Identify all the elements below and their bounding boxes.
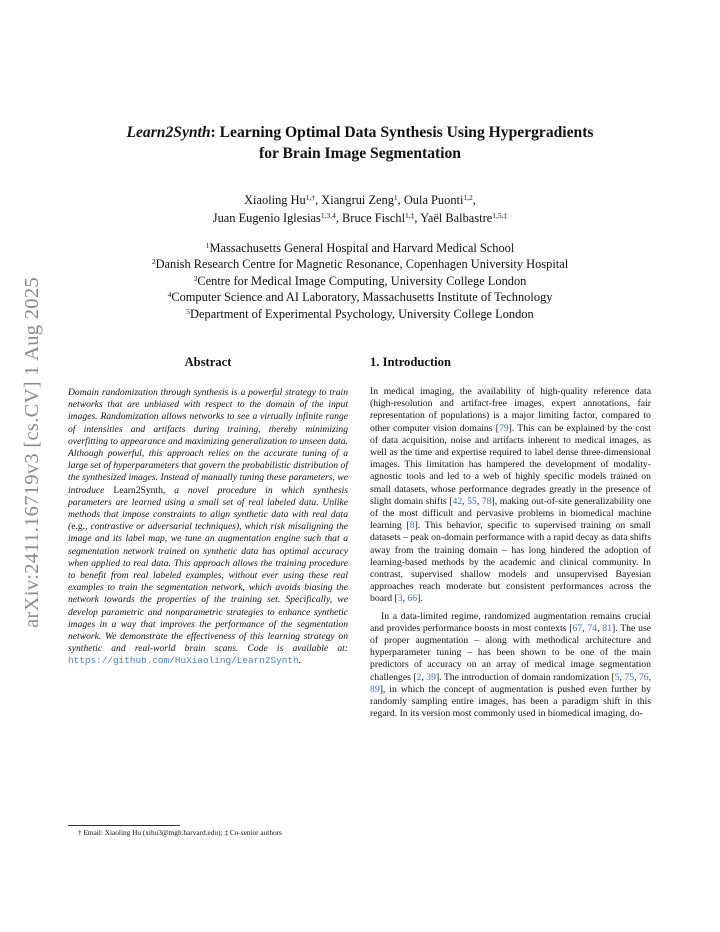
left-column (68, 355, 348, 668)
author: Bruce Fischl$^{1,\ddagger}$, (342, 210, 421, 225)
title-method-name: Learn2Synth (126, 124, 211, 141)
intro-paragraph: In a data-limited regime, randomized augmentation remains crucial and provides performance boosts in most contexts [67, 74, 81]. The use of proper augmentation – along with methodical architecture and hyperparameter tuning – has been shown to be one of the main predictors of accuracy on an array of medical image segmentation challenges [2, 39]. The introduction of domain randomization [5, 75, 76, 89], in which the concept of augmentation is pushed even further by randomly sampling entire images, has been a paradigm shift in this regard. In its version most commonly used in biomedical imaging, do- (370, 610, 652, 720)
author: Oula Puonti$^{1,2}$, (403, 193, 476, 207)
title-line1: : Learning Optimal Data Synthesis Using Hypergradients (210, 124, 594, 141)
author-list (80, 192, 640, 227)
code-link[interactable]: https://github.com/HuXiaoling/Learn2Synth (68, 655, 299, 667)
citation-link[interactable]: 39 (426, 671, 436, 683)
affiliation: $^4$Computer Science and AI Laboratory, Massachusetts Institute of Technology (167, 290, 553, 305)
citation-link[interactable]: 5 (614, 671, 620, 683)
citation-link[interactable]: 76 (638, 671, 649, 683)
affiliation: $^1$Massachusetts General Hospital and Harvard Medical School (205, 241, 515, 255)
abstract-heading: Abstract (184, 355, 232, 369)
citation-link[interactable]: 89 (370, 683, 380, 695)
title-line2: for Brain Image Segmentation (259, 145, 461, 162)
citation-link[interactable]: 75 (624, 671, 635, 683)
affiliation: $^2$Danish Research Centre for Magnetic Resonance, Copenhagen University Hospital (151, 257, 569, 272)
author: Juan Eugenio Iglesias$^{1,3,4}$, (212, 210, 343, 225)
citation-link[interactable]: 42 (452, 495, 463, 507)
affiliation: $^5$Department of Experimental Psychology, University College London (186, 306, 534, 321)
footnote: † Email: Xiaoling Hu (xihu3@mgh.harvard.edu); ‡ Co-senior authors (78, 828, 282, 837)
affiliation: $^3$Centre for Medical Image Computing, University College London (193, 273, 527, 288)
citation-link[interactable]: 8 (409, 520, 415, 532)
citation-link[interactable]: 74 (587, 622, 598, 634)
citation-link[interactable]: 2 (416, 671, 422, 683)
citation-link[interactable]: 55 (467, 495, 477, 507)
intro-paragraph: In medical imaging, the availability of high-quality reference data (high-resolution and artifact-free images, expert annotations, fair representation of populations) is a major limiting factor, compared to other computer vision domains [79]. This can be explained by the cost of data acquisition, noise and artifacts inherent to medical images, as well as the time and expertise required to label dense three-dimensional images. This limitation has hampered the development of modality-agnostic tools and led to a web of highly specific models trained on small datasets, whose performance degrades greatly in the presence of slight domain shifts [42, 55, 78], making out-of-site generalizability one of the most difficult and pervasive problems in biomedical machine learning [8]. This behavior, specific to supervised training on small datasets – peak on-domain performance with a rapid decay as data shifts away from the training domain – has long hindered the adoption of learning-based methods by the academic and clinical community. In contrast, supervised shallow models and unsupervised Bayesian approaches reach moderate but consistent performances across the board [3, 66]. (370, 386, 652, 605)
right-column (370, 355, 651, 725)
citation-link[interactable]: 67 (572, 622, 583, 634)
paper-title (80, 122, 640, 164)
author: Yaël Balbastre$^{1,5,\ddagger}$ (420, 210, 508, 225)
arxiv-id[interactable]: arXiv:2411.16719v3 [cs.CV] 1 Aug 2025 (20, 276, 43, 628)
author: Xiaoling $Hu^{1,\dagger}$, (244, 193, 322, 207)
citation-link[interactable]: 79 (498, 422, 509, 434)
abstract-method-name: Learn2Synth (113, 484, 163, 496)
footnote-rule (68, 825, 180, 826)
affiliation-list (60, 240, 660, 322)
citation-link[interactable]: 3 (397, 593, 403, 605)
citation-link[interactable]: 78 (481, 495, 492, 507)
author: Xiangrui Zeng$^1$, (321, 193, 404, 207)
citation-link[interactable]: 81 (602, 622, 612, 634)
intro-heading: 1. Introduction (370, 355, 451, 369)
abstract-text: Domain randomization through synthesis is a powerful strategy to train networks that are unbiased with respect to the domain of the input images. Randomization allows networks to see a virtually infinite range of intensities and artifacts during training, thereby minimizing overfitting to appearance and maximizing generalization to unseen data. Although powerful, this approach relies on the accurate tuning of a large set of hyperparameters that govern the probabilistic distribution of the synthesized images. Instead of manually tuning these parameters, we introduce Learn2Synth, a novel procedure in which synthesis parameters are learned using a small set of real labeled data. Unlike methods that impose constraints to align synthetic data with real data (e.g., contrastive or adversarial techniques), which risk misaligning the image and its label map, we tune an augmentation engine such that a segmentation network trained on synthetic data has optimal accuracy when applied to real data. This approach allows the training procedure to benefit from real labeled examples, without ever using these real examples to train the segmentation network, which avoids biasing the network towards the properties of the training set. Specifically, we develop parametric and nonparametric strategies to enhance synthetic images in a way that improves the performance of the segmentation network. We demonstrate the effectiveness of this learning strategy on synthetic and real-world brain scans. Code is available at: https://github.com/HuXiaoling/Learn2Synth. (68, 387, 349, 667)
citation-link[interactable]: 66 (407, 593, 418, 605)
arxiv-stamp (20, 262, 44, 642)
